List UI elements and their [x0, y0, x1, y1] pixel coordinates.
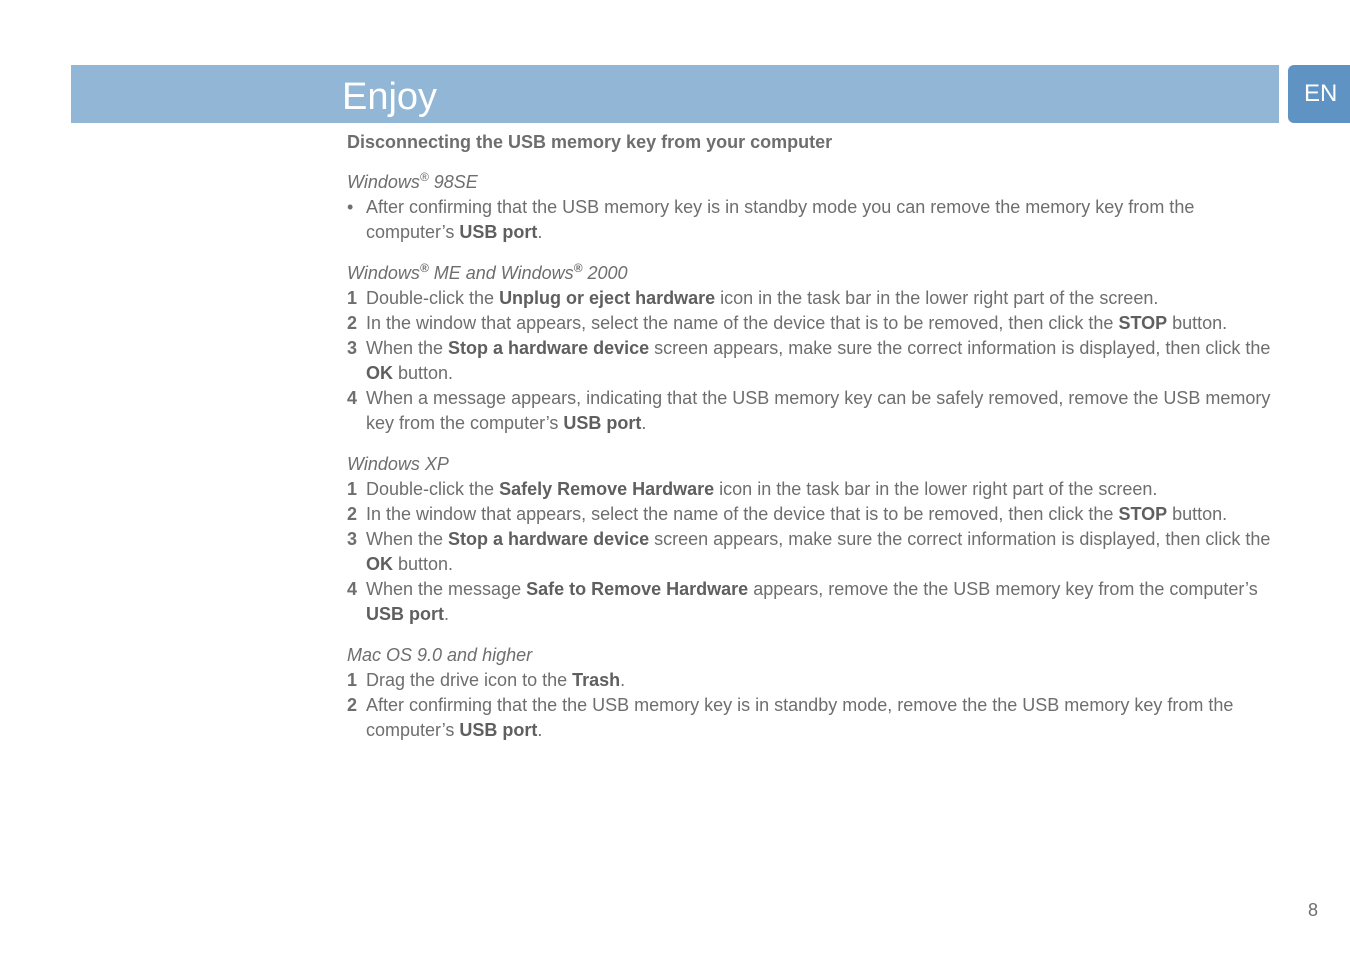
text-run: button. [1167, 313, 1228, 333]
os-title-text: Windows XP [347, 454, 449, 474]
text-run: When a message appears, indicating that the USB memory key can be safely removed, remove the USB memory key from the computer’s [366, 388, 1271, 433]
step-number: 2 [347, 313, 358, 333]
list-item-text [366, 577, 1282, 627]
list-item [347, 693, 1282, 743]
ui-term: Safely Remove Hardware [499, 479, 715, 499]
list-item-text [366, 286, 1282, 311]
os-title-text: Mac OS 9.0 and higher [347, 645, 533, 665]
list-item-text [366, 477, 1282, 502]
text-run: In the window that appears, select the name of the device that is to be removed, then click the [366, 313, 1119, 333]
list-item [347, 477, 1282, 502]
list-item [347, 577, 1282, 627]
list-item [347, 195, 1282, 245]
text-run: After confirming that the the USB memory key is in standby mode, remove the the USB memory key from the computer’s [366, 695, 1234, 740]
os-section [347, 452, 1282, 627]
list-item-text [366, 668, 1282, 693]
text-run: Double-click the [366, 479, 500, 499]
step-number: 2 [347, 504, 358, 524]
text-run: button. [1167, 504, 1228, 524]
os-section [347, 261, 1282, 436]
text-run: After confirming that the USB memory key is in standby mode you can remove the memory key from the computer’s [366, 197, 1195, 242]
text-run: When the [366, 338, 449, 358]
text-run: When the [366, 529, 449, 549]
text-run: icon in the task bar in the lower right part of the screen. [715, 288, 1159, 308]
ui-term: Stop a hardware device [448, 529, 650, 549]
os-section [347, 170, 1282, 245]
step-number: 1 [347, 670, 358, 690]
text-run: screen appears, make sure the correct information is displayed, then click the [649, 529, 1271, 549]
list-item-text [366, 527, 1282, 577]
ui-term: Stop a hardware device [448, 338, 650, 358]
os-title-text: 2000 [582, 263, 628, 283]
os-title-text: ME and Windows [428, 263, 574, 283]
section-heading: Disconnecting the USB memory key from your computer [347, 132, 833, 152]
os-title [347, 261, 1282, 286]
list-item-text [366, 693, 1282, 743]
ui-term: USB port [459, 720, 538, 740]
registered-mark: ® [419, 261, 429, 275]
content [347, 130, 1282, 759]
step-number: 4 [347, 388, 358, 408]
ui-term: Unplug or eject hardware [499, 288, 716, 308]
os-section [347, 643, 1282, 743]
list-item [347, 527, 1282, 577]
ui-term: STOP [1118, 504, 1168, 524]
list-item [347, 286, 1282, 311]
list-item-text [366, 336, 1282, 386]
os-title-text: Windows [347, 263, 420, 283]
os-sections [347, 170, 1282, 743]
text-run: Drag the drive icon to the [366, 670, 573, 690]
ui-term: Trash [572, 670, 621, 690]
list-item-text [366, 195, 1282, 245]
list-item [347, 336, 1282, 386]
text-run: button. [393, 363, 454, 383]
text-run: . [537, 222, 543, 242]
page-number: 8 [1308, 900, 1319, 920]
os-title-text: 98SE [428, 172, 478, 192]
ui-term: OK [366, 363, 393, 383]
ui-term: USB port [366, 604, 444, 624]
registered-mark: ® [573, 261, 583, 275]
ui-term: USB port [459, 222, 538, 242]
text-run: button. [393, 554, 454, 574]
text-run: icon in the task bar in the lower right part of the screen. [714, 479, 1158, 499]
text-run: When the message [366, 579, 527, 599]
text-run: In the window that appears, select the name of the device that is to be removed, then click the [366, 504, 1119, 524]
os-title-text: Windows [347, 172, 420, 192]
text-run: screen appears, make sure the correct information is displayed, then click the [649, 338, 1271, 358]
text-run: Double-click the [366, 288, 500, 308]
os-title [347, 643, 1282, 668]
step-number: 1 [347, 479, 358, 499]
page-title: Enjoy [342, 76, 438, 118]
list-item-text [366, 502, 1282, 527]
registered-mark: ® [419, 170, 429, 184]
os-title [347, 452, 1282, 477]
text-run: . [537, 720, 543, 740]
text-run: . [641, 413, 647, 433]
header-bar [71, 65, 1279, 123]
ui-term: USB port [563, 413, 642, 433]
text-run: . [444, 604, 450, 624]
list-item [347, 386, 1282, 436]
step-number: 4 [347, 579, 358, 599]
step-number: 3 [347, 529, 358, 549]
list-item-text [366, 311, 1282, 336]
bullet-marker: • [347, 197, 354, 217]
text-run: appears, remove the the USB memory key from the computer’s [748, 579, 1258, 599]
list-item [347, 311, 1282, 336]
list-item [347, 502, 1282, 527]
step-number: 1 [347, 288, 358, 308]
os-title [347, 170, 1282, 195]
text-run: . [620, 670, 626, 690]
step-number: 2 [347, 695, 358, 715]
language-tab[interactable]: EN [1288, 65, 1350, 123]
list-item [347, 668, 1282, 693]
ui-term: OK [366, 554, 393, 574]
step-number: 3 [347, 338, 358, 358]
list-item-text [366, 386, 1282, 436]
ui-term: STOP [1118, 313, 1168, 333]
ui-term: Safe to Remove Hardware [526, 579, 749, 599]
